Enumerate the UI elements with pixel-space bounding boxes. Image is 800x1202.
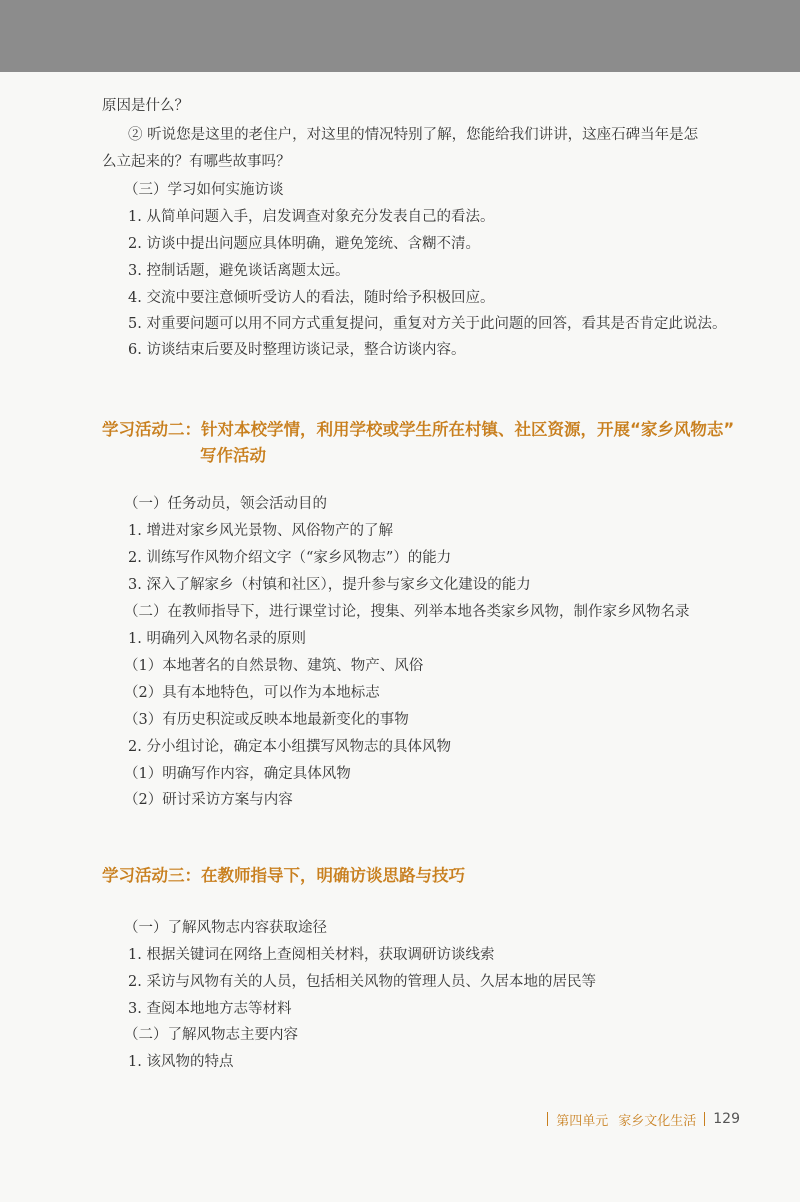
top-gray-band [0, 0, 800, 72]
list-item: （3）有历史积淀或反映本地最新变化的事物 [124, 712, 409, 728]
list-item: 1. 根据关键词在网络上查阅相关材料，获取调研访谈线索 [128, 947, 495, 963]
list-item: 1. 从简单问题入手，启发调查对象充分发表自己的看法。 [128, 209, 495, 225]
footer-unit-title: 家乡文化生活 [618, 1113, 697, 1129]
list-item: 1. 增进对家乡风光景物、风俗物产的了解 [128, 523, 393, 539]
list-item: （2）具有本地特色，可以作为本地标志 [124, 685, 380, 701]
list-item: 2. 访谈中提出问题应具体明确，避免笼统、含糊不清。 [128, 236, 480, 252]
page-number: 129 [713, 1111, 740, 1127]
text-line: 原因是什么？ [102, 98, 189, 114]
list-item: 3. 查阅本地地方志等材料 [128, 1001, 292, 1017]
list-item: 3. 深入了解家乡（村镇和社区），提升参与家乡文化建设的能力 [128, 577, 531, 593]
list-item: 2. 训练写作风物介绍文字（“家乡风物志”）的能力 [128, 550, 452, 566]
section-subtitle: （一）任务动员，领会活动目的 [124, 496, 327, 512]
list-item: 1. 明确列入风物名录的原则 [128, 631, 306, 647]
activity-three-heading: 学习活动三：在教师指导下，明确访谈思路与技巧 [102, 866, 465, 885]
text-line: ② 听说您是这里的老住户，对这里的情况特别了解，您能给我们讲讲，这座石碑当年是怎 [128, 127, 699, 143]
list-item: （1）明确写作内容，确定具体风物 [124, 766, 351, 782]
footer-unit: 第四单元 [556, 1113, 609, 1129]
section-subtitle: （二）在教师指导下，进行课堂讨论，搜集、列举本地各类家乡风物，制作家乡风物名录 [124, 604, 690, 620]
section-subtitle: （二）了解风物志主要内容 [124, 1027, 298, 1043]
list-item: 1. 该风物的特点 [128, 1054, 234, 1070]
list-item: 6. 访谈结束后要及时整理访谈记录，整合访谈内容。 [128, 342, 466, 358]
footer-divider [547, 1112, 548, 1126]
activity-two-heading: 学习活动二：针对本校学情，利用学校或学生所在村镇、社区资源，开展“家乡风物志” [102, 420, 735, 439]
list-item: 2. 采访与风物有关的人员，包括相关风物的管理人员、久居本地的居民等 [128, 974, 596, 990]
text-line: 么立起来的？有哪些故事吗？ [102, 154, 291, 170]
section-subtitle: （三）学习如何实施访谈 [124, 182, 284, 198]
list-item: （2）研讨采访方案与内容 [124, 792, 293, 808]
list-item: （1）本地著名的自然景物、建筑、物产、风俗 [124, 658, 424, 674]
activity-two-heading-cont: 写作活动 [200, 446, 266, 465]
page-footer [539, 1108, 740, 1130]
list-item: 2. 分小组讨论，确定本小组撰写风物志的具体风物 [128, 739, 451, 755]
footer-divider [704, 1112, 705, 1126]
list-item: 3. 控制话题，避免谈话离题太远。 [128, 263, 350, 279]
list-item: 4. 交流中要注意倾听受访人的看法，随时给予积极回应。 [128, 290, 495, 306]
section-subtitle: （一）了解风物志内容获取途径 [124, 920, 327, 936]
list-item: 5. 对重要问题可以用不同方式重复提问，重复对方关于此问题的回答，看其是否肯定此说法。 [128, 316, 727, 332]
